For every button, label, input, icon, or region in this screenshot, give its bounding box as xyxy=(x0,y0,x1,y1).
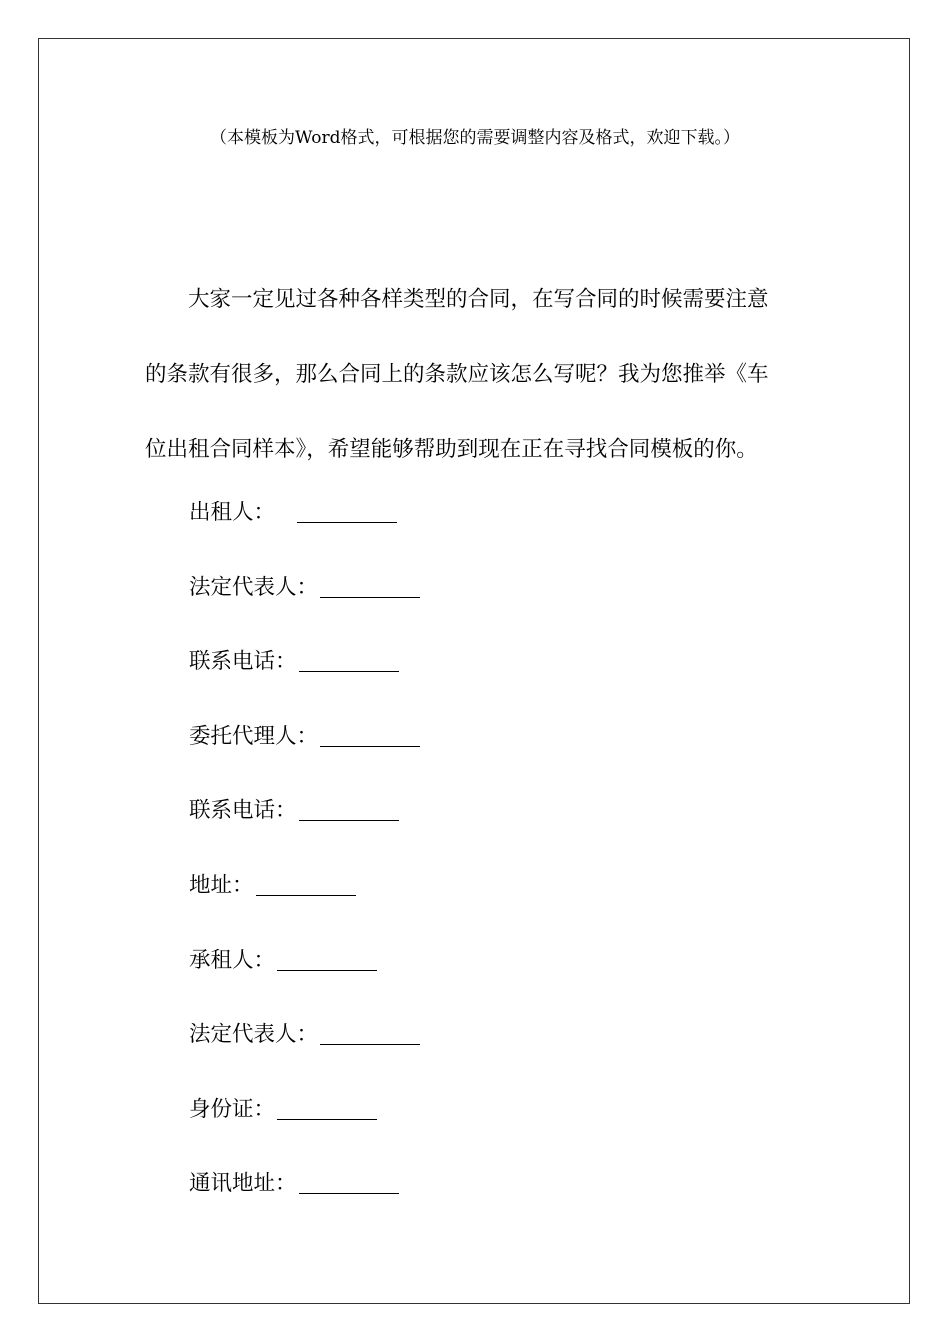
field-legal-rep xyxy=(189,563,789,638)
field-phone xyxy=(189,786,789,861)
field-id-card xyxy=(189,1085,789,1160)
fill-blank[interactable] xyxy=(299,637,399,672)
field-label: 联系电话： xyxy=(189,649,297,675)
intro-line: 的条款有很多，那么合同上的条款应该怎么写呢？我为您推举《车 xyxy=(145,362,769,387)
field-label: 联系电话： xyxy=(189,798,297,824)
field-label: 出租人： xyxy=(189,500,276,525)
field-lessor xyxy=(189,488,789,563)
fill-blank[interactable] xyxy=(320,712,420,747)
field-label: 身份证： xyxy=(189,1096,276,1122)
field-agent xyxy=(189,712,789,787)
field-lessee xyxy=(189,936,789,1011)
fill-blank[interactable] xyxy=(299,786,399,821)
fill-blank[interactable] xyxy=(299,1159,399,1194)
fill-blank[interactable] xyxy=(320,563,420,598)
intro-paragraph xyxy=(145,262,805,487)
field-label: 承租人： xyxy=(189,947,276,973)
party-fields xyxy=(189,488,789,1234)
field-label: 委托代理人： xyxy=(189,723,319,749)
fill-blank[interactable] xyxy=(297,488,397,523)
field-label: 通讯地址： xyxy=(189,1171,297,1197)
fill-blank[interactable] xyxy=(277,1085,377,1120)
intro-line: 位出租合同样本》，希望能够帮助到现在正在寻找合同模板的你。 xyxy=(145,437,758,462)
field-label: 地址： xyxy=(189,872,254,898)
fill-blank[interactable] xyxy=(256,861,356,896)
field-mailing-address xyxy=(189,1159,789,1234)
fill-blank[interactable] xyxy=(277,936,377,971)
field-phone xyxy=(189,637,789,712)
field-label: 法定代表人： xyxy=(189,574,319,600)
template-notice: （本模板为Word格式，可根据您的需要调整内容及格式，欢迎下载。） xyxy=(209,128,741,148)
field-label: 法定代表人： xyxy=(189,1022,319,1048)
field-address xyxy=(189,861,789,936)
fill-blank[interactable] xyxy=(320,1010,420,1045)
intro-line: 大家一定见过各种各样类型的合同，在写合同的时候需要注意 xyxy=(188,287,769,312)
field-legal-rep xyxy=(189,1010,789,1085)
